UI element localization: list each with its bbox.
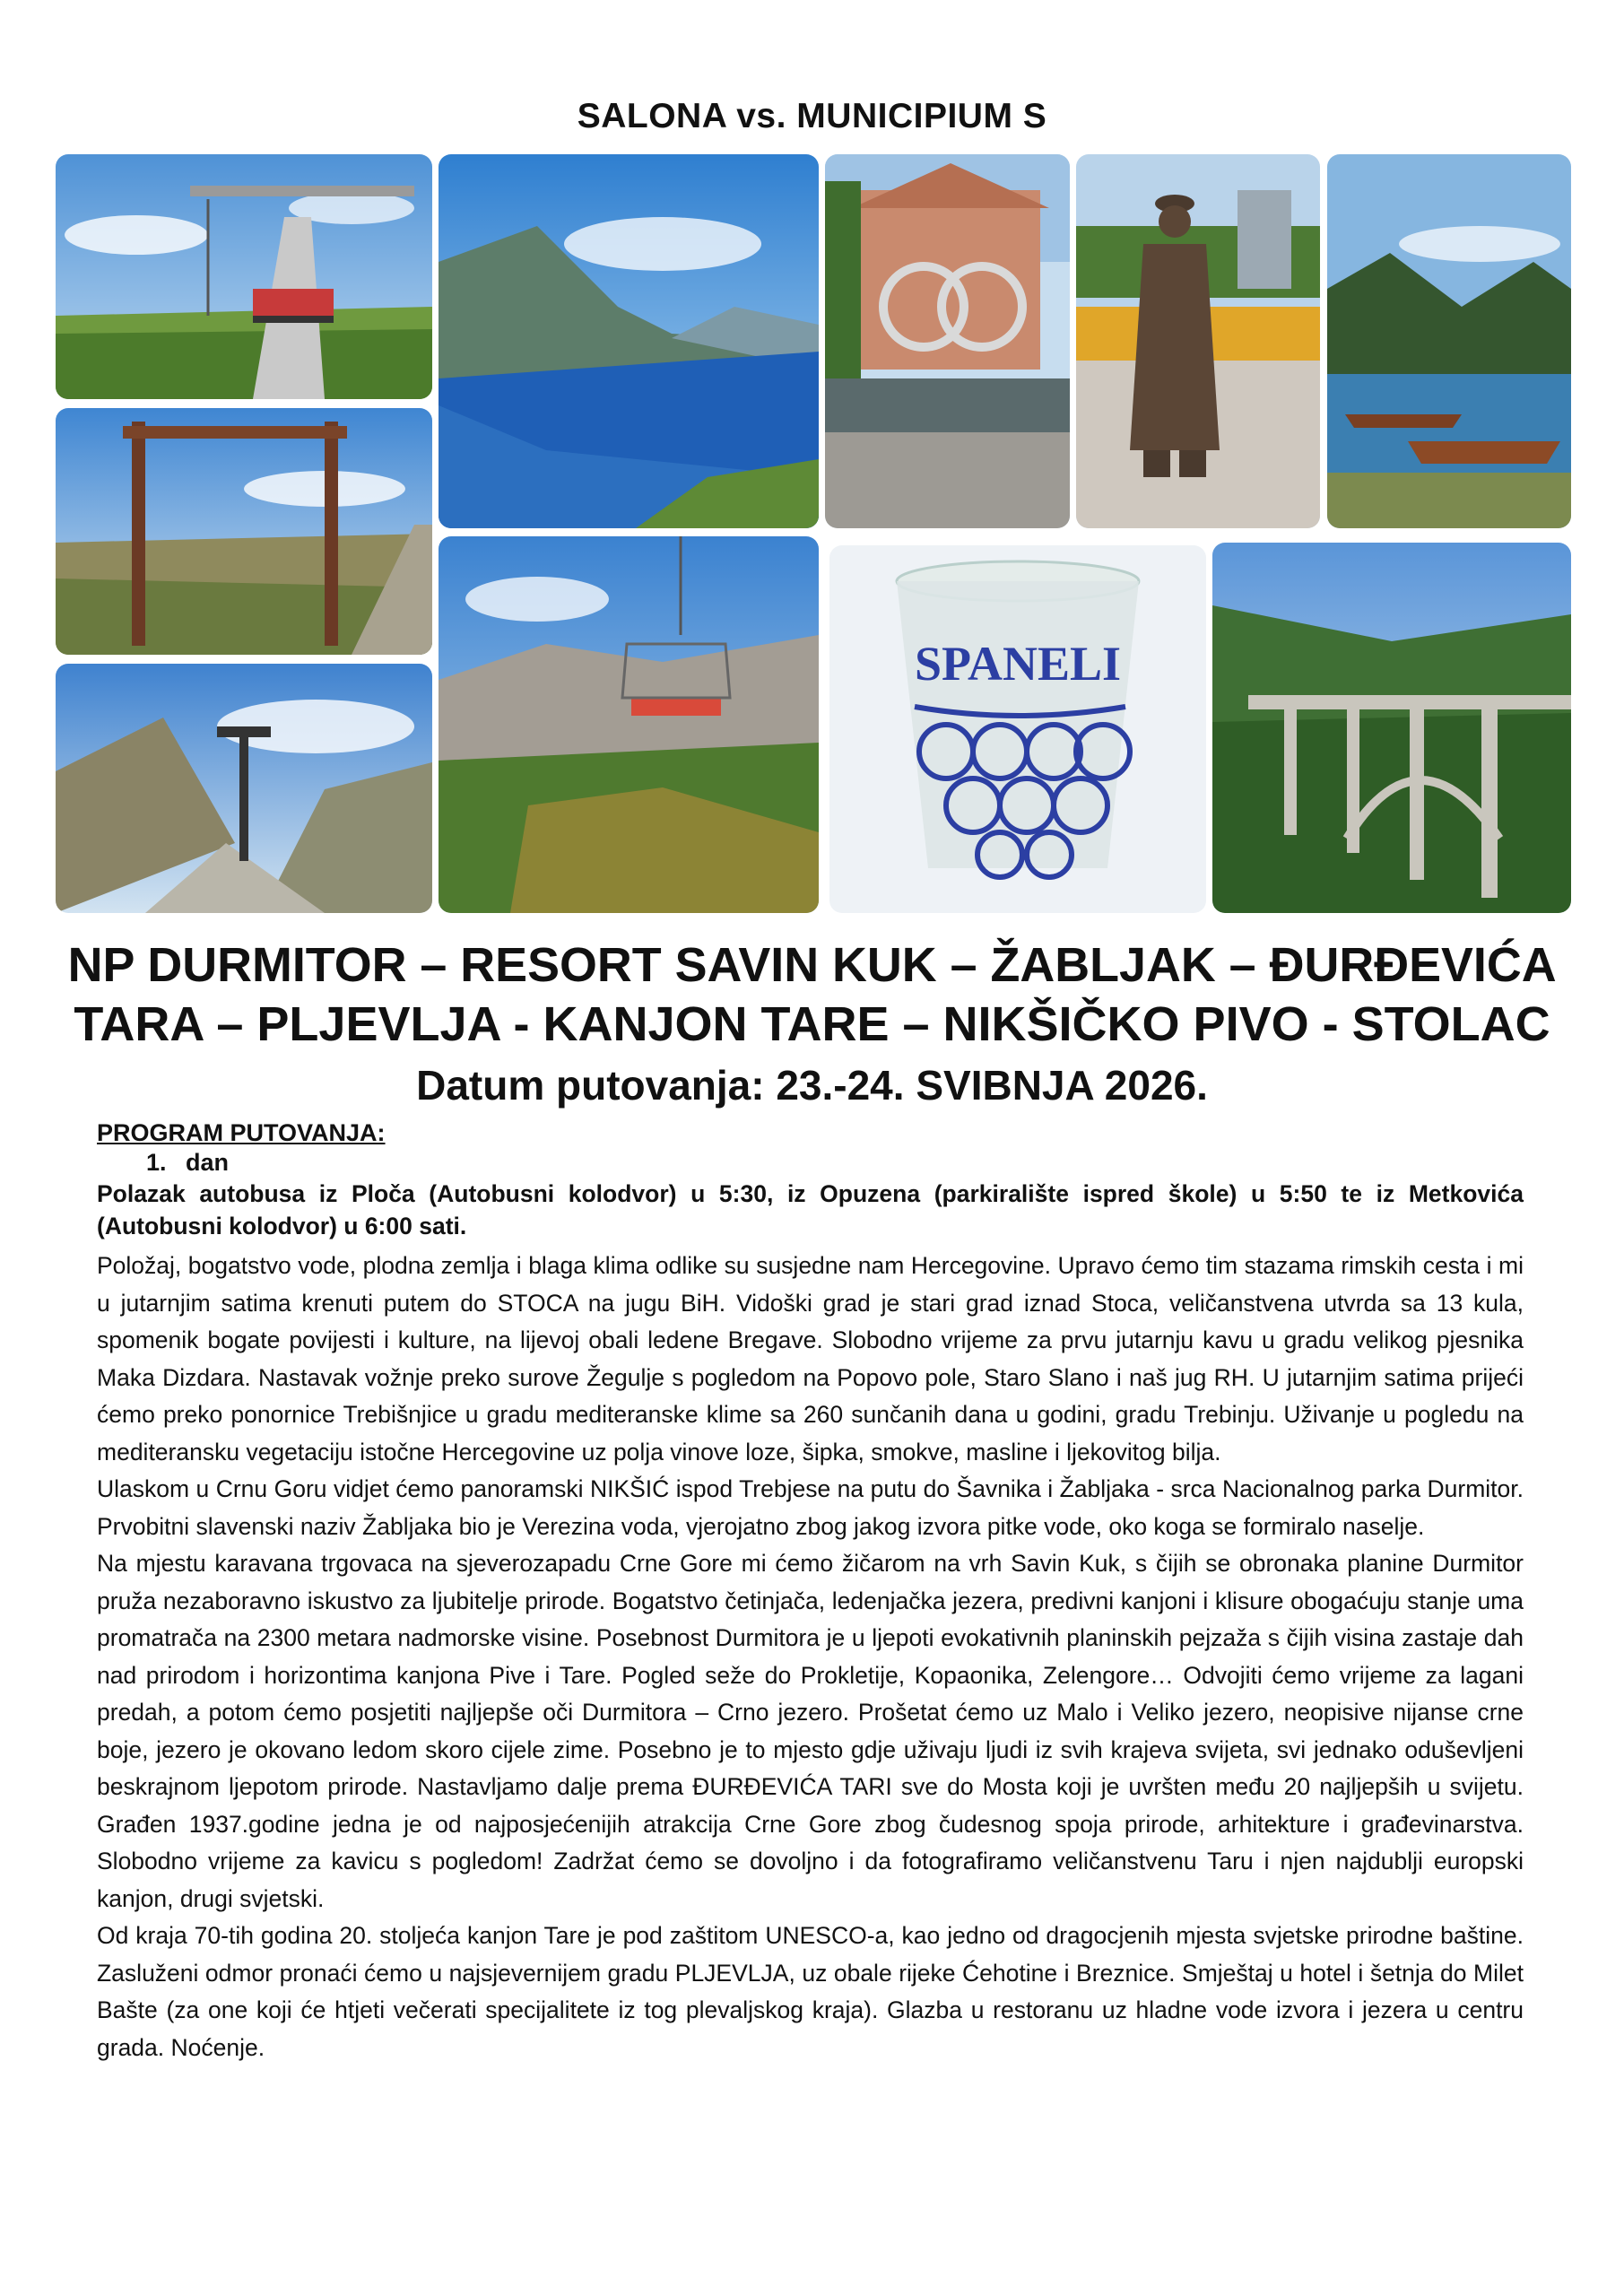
day-label: dan (186, 1149, 230, 1176)
statue-photo (1076, 154, 1320, 528)
bay-photo (439, 154, 819, 528)
lake-boats-photo (1327, 154, 1571, 528)
paragraph-niksic: Ulaskom u Crnu Goru vidjet ćemo panoramski NIKŠIĆ ispod Trebjese na putu do Šavnika i Žabljaka - srca Nacionalnog parka Durmitor. Prvobitni slavenski naziv Žabljaka bio je Verezina voda, vjerojatno zbog jakog izvora pitke vode, oko koga se formiralo naselje. (97, 1475, 1524, 1540)
day-heading (146, 1149, 229, 1177)
title-line-1: NP DURMITOR – RESORT SAVIN KUK – ŽABLJAK – ĐURĐEVIĆA (67, 938, 1557, 992)
program-heading: PROGRAM PUTOVANJA: (97, 1119, 386, 1146)
day-number: 1. (146, 1149, 167, 1176)
paragraph-stolac: Položaj, bogatstvo vode, plodna zemlja i blaga klima odlike su susjedne nam Hercegovine. Upravo ćemo tim stazama rimskih cesta i mi u jutarnjim satima krenuti putem do STOCA na jugu BiH. Vidoški grad je stari grad iznad Stoca, veličanstvena utvrda sa 13 kula, spomenik bogate povijesti i kulture, na lijevoj obali ledene Bregave. Slobodno vrijeme za prvu jutarnju kavu u gradu velikog pjesnika Maka Dizdara. Nastavak vožnje preko surove Žegulje s pogledom na Popovo pole, Staro Slano i naš jug RH. U jutarnjim satima prijeći ćemo preko ponornice Trebišnjice u gradu mediteranske klime sa 260 sunčanih dana u godini, gradu Trebinju. Uživanje u pogledu na mediteransku vegetaciju istočne Hercegovine uz polja vinove loze, šipka, smokve, masline i ljekovitog bilja. (97, 1252, 1524, 1465)
bridge-photo (1212, 543, 1571, 913)
fountain-photo (825, 154, 1070, 528)
program-text (97, 1178, 1524, 2066)
chairlift-tower-photo (56, 664, 432, 913)
summit-frame-photo (56, 408, 432, 655)
paragraph-durmitor: Na mjestu karavana trgovaca na sjeverozapadu Crne Gore mi ćemo žičarom na vrh Savin Kuk, s čijih se obronaka planine Durmitor pruža nezaboravno iskustvo za ljubitelje prirode. Bogatstvo četinjača, ledenjačka jezera, predivni kanjoni i klisure obogaćuju stanje uma promatrača na 2300 metara nadmorske visine. Posebnost Durmitora je u ljepoti evokativnih planinskih pejzaža s čijih visina zastaje dah nad prirodom i horizontima kanjona Pive i Tare. Pogled seže do Prokletije, Kopaonika, Zelengore… Odvojiti ćemo vrijeme za lagani predah, a potom ćemo posjetiti najljepše oči Durmitora – Crno jezero. Prošetat ćemo uz Malo i Veliko jezero, neopisive nijanse crne boje, jezero je okovano ledom skoro cijele zime. Posebno je to mjesto gdje uživaju ljudi iz svih krajeva svijeta, svi jednako oduševljeni beskrajnom ljepotom prirode. Nastavljamo dalje prema ĐURĐEVIĆA TARI sve do Mosta koji je uvršten među 20 najljepših u svijetu. Građen 1937.godine jedna je od najposjećenijih atrakcija Crne Gore zbog čudesnog spoja prirode, arhitekture i građevinarstva. Slobodno vrijeme za kavicu s pogledom! Zadržat ćemo se dovoljno i da fotografiramo veličanstvenu Taru i njen najdublji europski kanjon, drugi svjetski. (97, 1550, 1524, 1912)
glass-cup-photo (829, 545, 1206, 913)
cup-inscription: SPANELI (914, 637, 1122, 691)
chairlift-mountain-photo (439, 536, 819, 913)
departure-info: Polazak autobusa iz Ploča (Autobusni kolodvor) u 5:30, iz Opuzena (parkiralište ispred škole) u 5:50 te iz Metkovića (Autobusni kolodvor) u 6:00 sati. (97, 1180, 1524, 1239)
title-line-2: TARA – PLJEVLJA - KANJON TARE – NIKŠIČKO PIVO - STOLAC (74, 997, 1550, 1051)
paragraph-pljevlja: Od kraja 70-tih godina 20. stoljeća kanjon Tare je pod zaštitom UNESCO-a, kao jedno od dragocjenih mjesta svjetske prirodne baštine. Zasluženi odmor pronaći ćemo u najsjevernijem gradu PLJEVLJA, uz obale rijeke Ćehotine i Breznice. Smještaj u hotel i šetnja do Milet Bašte (za one koji će htjeti večerati specijalitete iz tog plevaljskog kraja). Glazba u restoranu uz hladne vode izvora i jezera u centru grada. Noćenje. (97, 1922, 1524, 2061)
agency-name: SALONA vs. MUNICIPIUM S (577, 97, 1047, 135)
chairlift-photo (56, 154, 432, 399)
travel-date: Datum putovanja: 23.-24. SVIBNJA 2026. (416, 1062, 1208, 1109)
